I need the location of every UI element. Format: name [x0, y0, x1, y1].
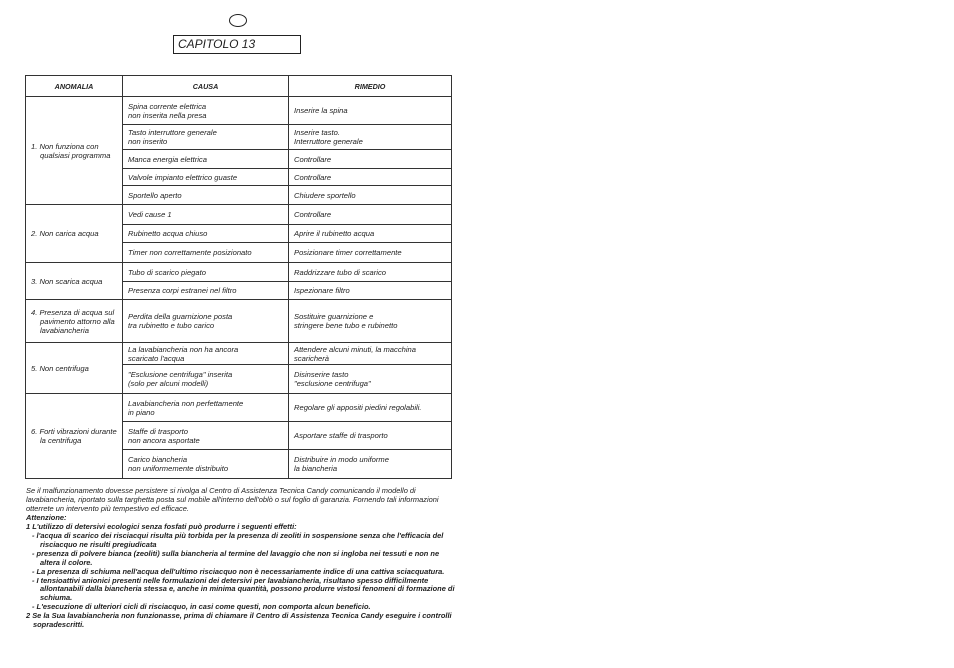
remedy-cell: Attendere alcuni minuti, la macchina scaricherà	[289, 343, 452, 365]
remedy-cell: Ispezionare filtro	[289, 282, 452, 300]
notes-bullet: - presenza di polvere bianca (zeoliti) sulla biancheria al termine del lavaggio che non si ingloba nei tessuti e non ne altera il colore.	[32, 548, 440, 567]
cause-cell: "Esclusione centrifuga" inserita (solo per alcuni modelli)	[123, 365, 289, 394]
notes-section	[26, 487, 458, 630]
cause-cell: Presenza corpi estranei nel filtro	[123, 282, 289, 300]
remedy-cell: Controllare	[289, 169, 452, 186]
remedy-cell: Inserire tasto. Interruttore generale	[289, 125, 452, 150]
table-row	[26, 263, 452, 282]
table-row	[26, 97, 452, 125]
cause-cell: Rubinetto acqua chiuso	[123, 225, 289, 243]
anomaly-cell: 3. Non scarica acqua	[26, 263, 123, 300]
cause-cell: Sportello aperto	[123, 186, 289, 205]
remedy-cell: Raddrizzare tubo di scarico	[289, 263, 452, 282]
cause-cell: Tubo di scarico piegato	[123, 263, 289, 282]
table-row	[26, 343, 452, 365]
notes-bullet: - I tensioattivi anionici presenti nelle formulazioni dei detersivi per lavabiancheria, risultano spesso difficilmente allontanabili dalla biancheria stessa e, anche in minima quantità, possono produrre vistosi fenomeni di formazione di schiuma.	[32, 575, 455, 603]
cause-cell: Spina corrente elettrica non inserita nella presa	[123, 97, 289, 125]
notes-attention: Attenzione:	[26, 512, 67, 522]
remedy-cell: Aprire il rubinetto acqua	[289, 225, 452, 243]
table-row	[26, 394, 452, 422]
anomaly-cell: 2. Non carica acqua	[26, 205, 123, 263]
cause-cell: Carico biancheria non uniformemente distribuito	[123, 450, 289, 479]
anomaly-cell: 1. Non funziona con qualsiasi programma	[26, 97, 123, 205]
remedy-cell: Chiudere sportello	[289, 186, 452, 205]
notes-bullet: - l'acqua di scarico dei risciacqui risulta più torbida per la presenza di zeoliti in sospensione senza che l'efficacia del risciacquo ne risulti pregiudicata	[32, 530, 444, 549]
table-row	[26, 205, 452, 225]
table-row	[26, 300, 452, 343]
remedy-cell: Controllare	[289, 150, 452, 169]
remedy-cell: Posizionare timer correttamente	[289, 243, 452, 263]
notes-bullet: - L'esecuzione di ulteriori cicli di risciacquo, in casi come questi, non comporta alcun beneficio.	[32, 602, 371, 612]
header-causa: CAUSA	[123, 76, 289, 97]
anomaly-cell: 4. Presenza di acqua sul pavimento attorno alla lavabiancheria	[26, 300, 123, 343]
anomaly-cell: 5. Non centrifuga	[26, 343, 123, 394]
notes-intro: Se il malfunzionamento dovesse persistere si rivolga al Centro di Assistenza Tecnica Candy comunicando il modello di lavabiancheria, riportato sulla targhetta posta sul mobile all'interno dell'oblò o sul foglio di garanzia. Fornendo tali informazioni otterrete un intervento più tempestivo ed efficace.	[26, 486, 439, 513]
chapter-title: CAPITOLO 13	[173, 35, 301, 54]
remedy-cell: Sostituire guarnizione e stringere bene tubo e rubinetto	[289, 300, 452, 343]
language-oval-marker	[229, 14, 247, 27]
cause-cell: Perdita della guarnizione posta tra rubinetto e tubo carico	[123, 300, 289, 343]
cause-cell: Valvole impianto elettrico guaste	[123, 169, 289, 186]
cause-cell: Tasto interruttore generale non inserito	[123, 125, 289, 150]
header-anomalia: ANOMALIA	[26, 76, 123, 97]
remedy-cell: Disinserire tasto "esclusione centrifuga"	[289, 365, 452, 394]
notes-point-2: 2 Se la Sua lavabiancheria non funzionasse, prima di chiamare il Centro di Assistenza Tecnica Candy eseguire i controlli sopradescritti.	[26, 611, 452, 630]
remedy-cell: Asportare staffe di trasporto	[289, 422, 452, 450]
cause-cell: Vedi cause 1	[123, 205, 289, 225]
remedy-cell: Distribuire in modo uniforme la biancheria	[289, 450, 452, 479]
header-rimedio: RIMEDIO	[289, 76, 452, 97]
remedy-cell: Controllare	[289, 205, 452, 225]
cause-cell: La lavabiancheria non ha ancora scaricato l'acqua	[123, 343, 289, 365]
troubleshooting-table	[25, 75, 452, 479]
cause-cell: Manca energia elettrica	[123, 150, 289, 169]
remedy-cell: Regolare gli appositi piedini regolabili.	[289, 394, 452, 422]
anomaly-cell: 6. Forti vibrazioni durante la centrifuga	[26, 394, 123, 479]
notes-point-1: 1 L'utilizzo di detersivi ecologici senza fosfati può produrre i seguenti effetti:	[26, 521, 297, 531]
cause-cell: Timer non correttamente posizionato	[123, 243, 289, 263]
remedy-cell: Inserire la spina	[289, 97, 452, 125]
notes-bullet: - La presenza di schiuma nell'acqua dell'ultimo risciacquo non è necessariamente indice di una cattiva sciacquatura.	[32, 566, 445, 576]
cause-cell: Staffe di trasporto non ancora asportate	[123, 422, 289, 450]
cause-cell: Lavabiancheria non perfettamente in piano	[123, 394, 289, 422]
